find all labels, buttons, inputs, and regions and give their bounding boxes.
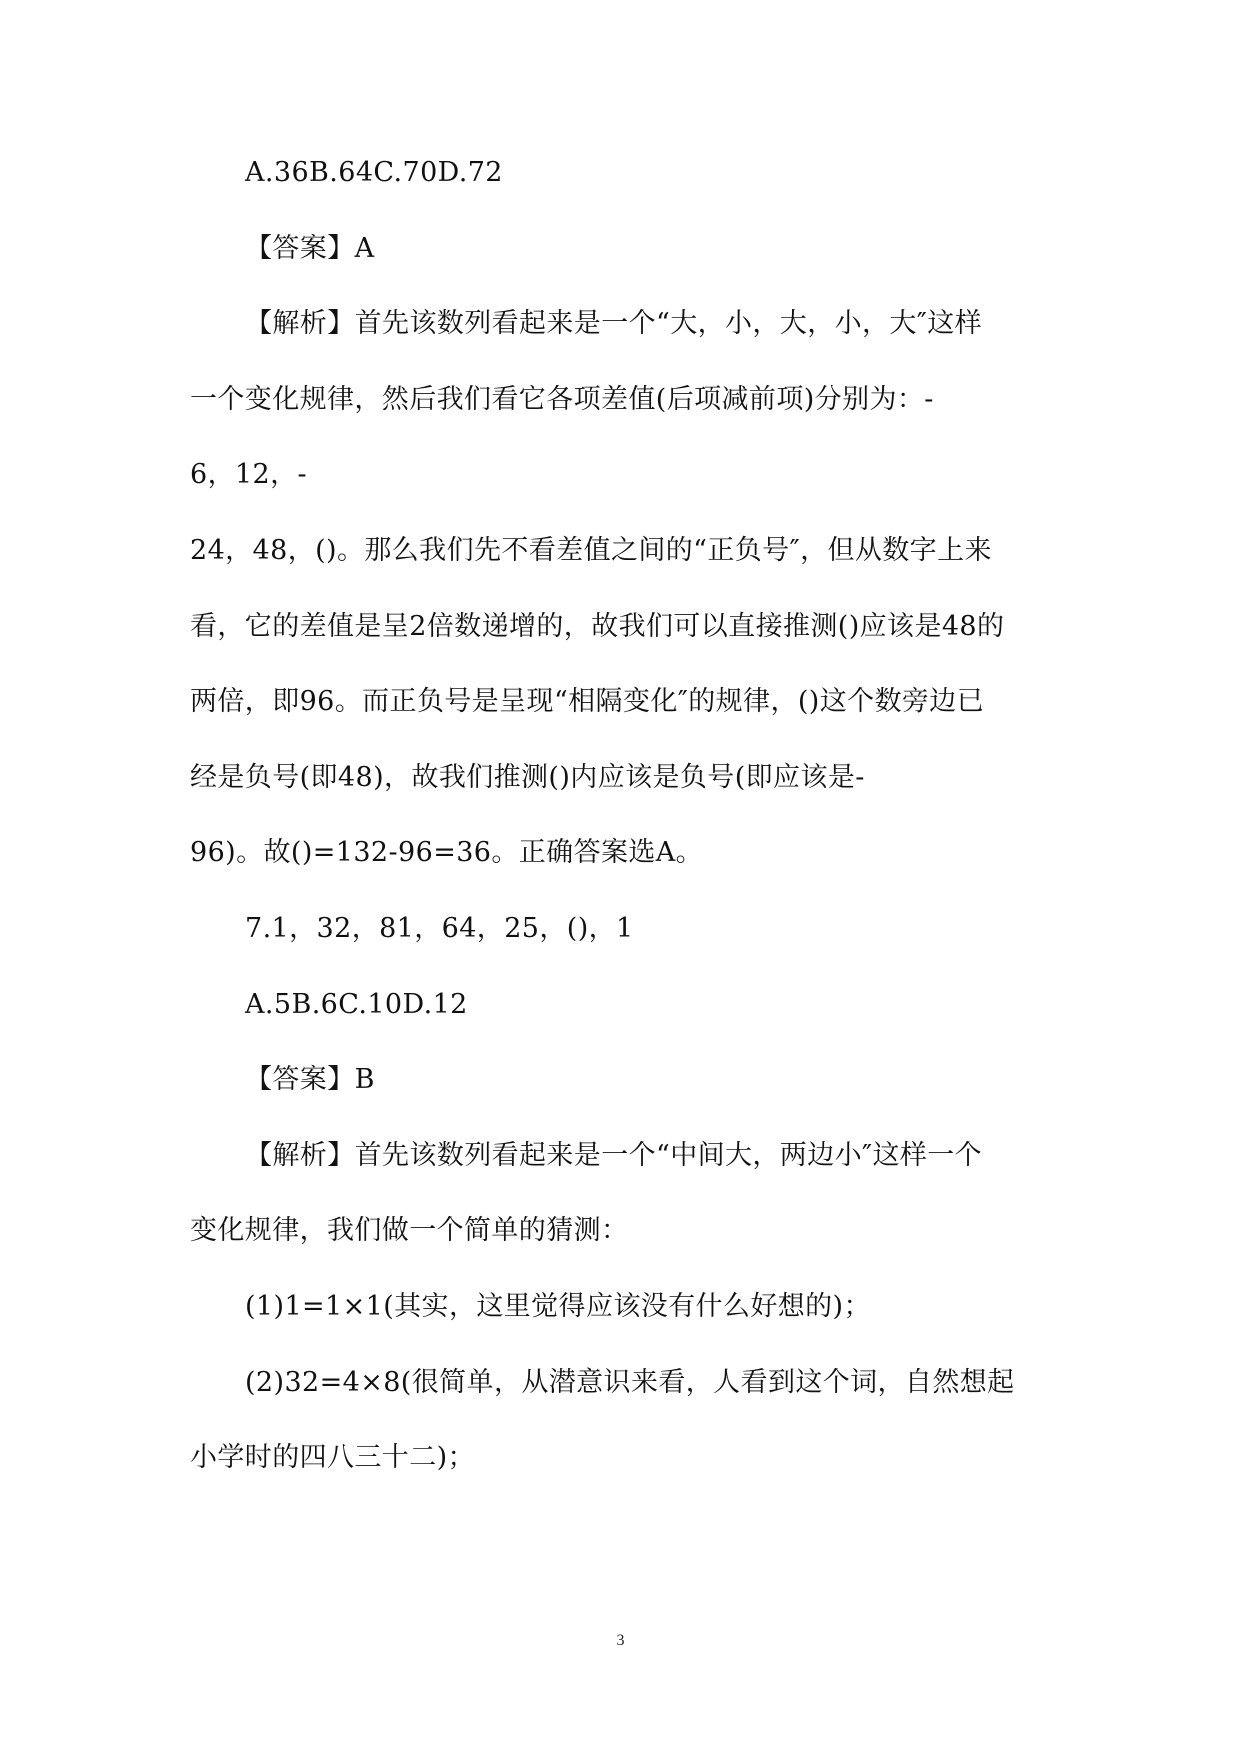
- page-number: 3: [616, 1632, 625, 1649]
- text-line: 【答案】A: [245, 232, 375, 264]
- text-line: 【解析】首先该数列看起来是一个“中间大，两边小″这样一个: [245, 1139, 983, 1171]
- text-line: 小学时的四八三十二)；: [190, 1442, 475, 1474]
- text-line: 两倍，即96。而正负号是呈现“相隔变化″的规律，()这个数旁边已: [190, 686, 985, 718]
- text-line: (2)32=4×8(很简单，从潜意识来看，人看到这个词，自然想起: [245, 1366, 1015, 1398]
- text-line: 【答案】B: [245, 1064, 375, 1096]
- text-line: 变化规律，我们做一个简单的猜测：: [190, 1215, 629, 1247]
- text-line: 96)。故()=132-96=36。正确答案选A。: [190, 837, 704, 869]
- text-line: A.36B.64C.70D.72: [245, 157, 503, 188]
- text-line: 看，它的差值是呈2倍数递增的，故我们可以直接推测()应该是48的: [190, 610, 1005, 642]
- text-line: 24，48，()。那么我们先不看差值之间的“正负号″，但从数字上来: [190, 534, 992, 566]
- text-line: 一个变化规律，然后我们看它各项差值(后项减前项)分别为：-: [190, 383, 934, 415]
- page-body: [190, 148, 1070, 1509]
- text-line: A.5B.6C.10D.12: [245, 988, 468, 1020]
- text-line: 7.1，32，81，64，25，()，1: [245, 912, 634, 944]
- text-line: 6，12，-: [190, 459, 308, 491]
- text-line: 【解析】首先该数列看起来是一个“大，小，大，小，大″这样: [245, 308, 983, 340]
- text-line: 经是负号(即48)，故我们推测()内应该是负号(即应该是-: [190, 761, 865, 793]
- text-line: (1)1=1×1(其实，这里觉得应该没有什么好想的)；: [245, 1290, 871, 1322]
